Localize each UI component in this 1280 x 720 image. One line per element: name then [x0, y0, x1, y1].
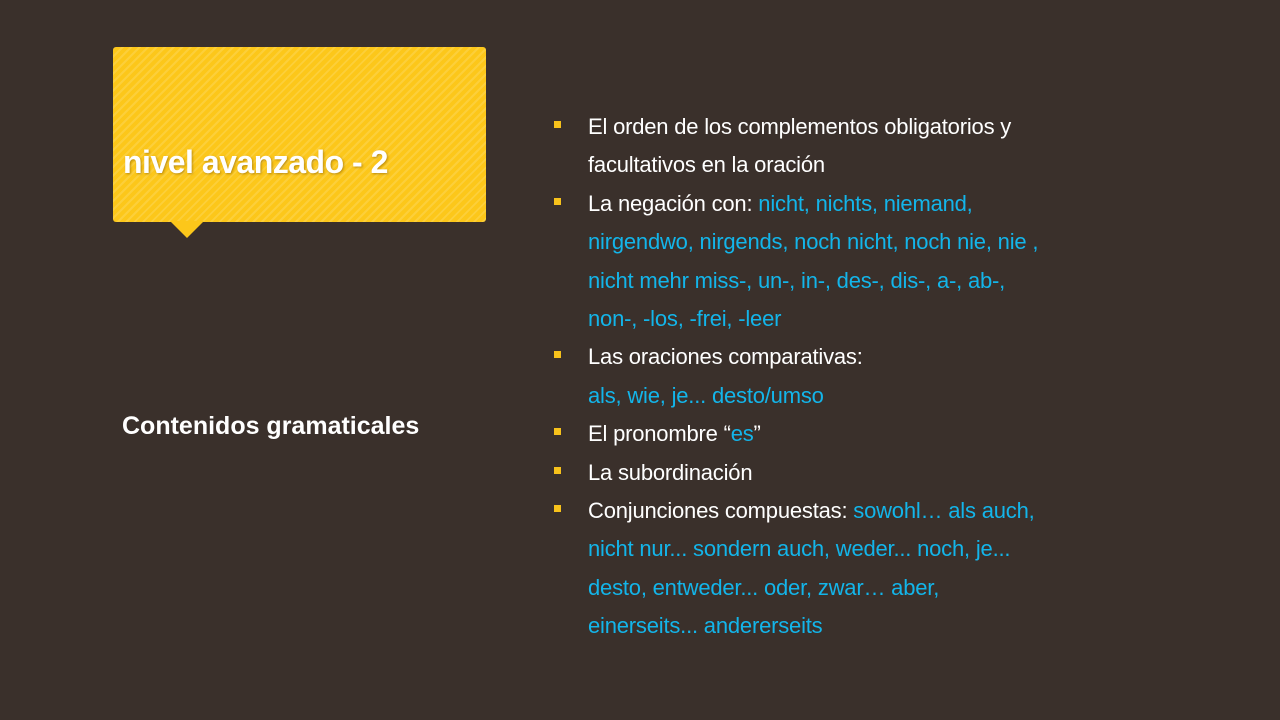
bullet-square-icon [554, 198, 561, 205]
bullet-square-icon [554, 505, 561, 512]
bullet-square-icon [554, 467, 561, 474]
bullet-square-icon [554, 121, 561, 128]
bullet-text: El orden de los complementos obligatorios y facultativos en la oración [588, 114, 1012, 178]
callout-pointer [170, 221, 204, 238]
grammar-content-list [552, 108, 1052, 646]
bullet-text-after: ” [753, 421, 761, 447]
bullet-text: La negación con: [588, 190, 759, 216]
bullet-text: Conjunciones compuestas: [588, 498, 854, 524]
title-callout-box [113, 47, 486, 222]
bullet-square-icon [554, 428, 561, 435]
bullet-item-compound-conjunctions [552, 492, 1052, 646]
bullet-highlight: sowohl… als auch, nicht nur... sondern auch, weder... noch, je... desto, entweder... oder, zwar… aber, einerseits... andererseits [588, 498, 1035, 639]
bullet-highlight: nicht, nichts, niemand, nirgendwo, nirgends, noch nicht, noch nie, nie , nicht mehr miss-, un-, in-, des-, dis-, a-, ab-, non-, -los, -frei, -leer [588, 190, 1039, 332]
bullet-item-negation [552, 185, 1052, 339]
bullet-text: Las oraciones comparativas: [588, 344, 863, 370]
bullet-item-comparatives [552, 338, 1052, 415]
bullet-item-pronoun-es [552, 415, 1052, 453]
slide-subtitle: Contenidos gramaticales [122, 412, 420, 440]
bullet-text: La subordinación [588, 459, 753, 485]
bullet-highlight: als, wie, je... desto/umso [588, 382, 824, 408]
bullet-text: El pronombre “ [588, 421, 731, 447]
slide-title: nivel avanzado - 2 [123, 144, 388, 180]
bullet-highlight: es [730, 421, 754, 447]
bullet-item-word-order [552, 108, 1052, 185]
bullet-item-subordination [552, 454, 1052, 492]
bullet-square-icon [554, 351, 561, 358]
